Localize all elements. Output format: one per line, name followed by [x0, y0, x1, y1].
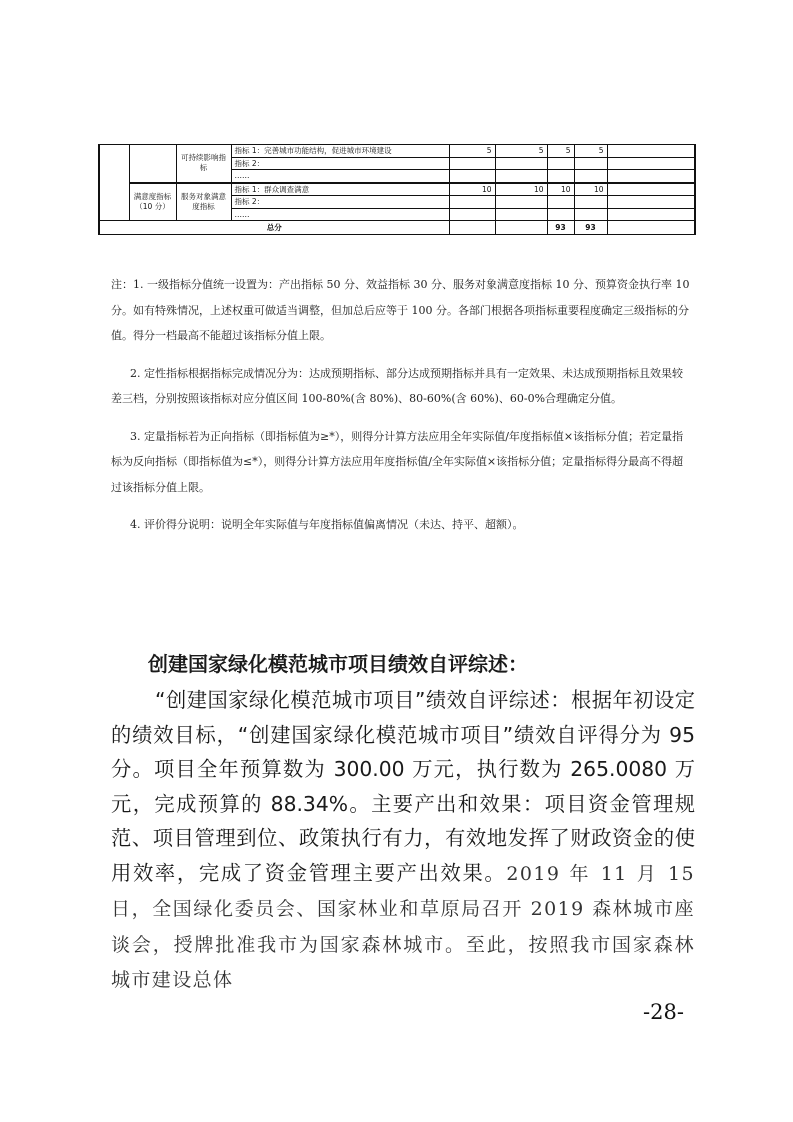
empty-cell	[607, 183, 695, 196]
value-cell	[547, 170, 574, 183]
value-cell	[495, 157, 547, 170]
empty-cell	[607, 170, 695, 183]
value-cell	[574, 196, 607, 209]
total-row	[99, 221, 695, 235]
value-cell	[574, 157, 607, 170]
table-row	[99, 145, 695, 158]
value-cell: 5	[449, 145, 495, 158]
note-2: 2. 定性指标根据指标完成情况分为：达成预期指标、部分达成预期指标并具有一定效果、未达成预期指标且效果较差三档，分别按照该指标对应分值区间 100-80%(含 80%)、80-60%(含 60%)、60-0%合理确定分值。	[111, 366, 683, 405]
note-1: 注：1. 一级指标分值统一设置为：产出指标 50 分、效益指标 30 分、服务对象满意度指标 10 分、预算资金执行率 10 分。如有特殊情况，上述权重可做适当调整，但加总后应等于 100 分。各部门根据各项指标重要程度确定三级指标的分值。得分一档最高不能超过该指标分值上限。	[111, 278, 690, 342]
indicator-cell: 指标 2：	[231, 157, 449, 170]
indicator-cell: ……	[231, 170, 449, 183]
value-cell	[449, 170, 495, 183]
empty-cell	[495, 221, 547, 235]
value-cell	[449, 157, 495, 170]
empty-cell	[607, 208, 695, 221]
indicator-cell: 指标 2：	[231, 196, 449, 209]
value-cell: 10	[495, 183, 547, 196]
value-cell	[495, 170, 547, 183]
table-row	[99, 183, 695, 196]
satisfaction-indicator-label: 满意度指标（10 分）	[129, 183, 176, 221]
value-cell	[495, 196, 547, 209]
indicator-cell: 指标 1：群众调查满意	[231, 183, 449, 196]
value-cell	[449, 208, 495, 221]
indicator-cell: ……	[231, 208, 449, 221]
body-paragraph	[111, 683, 695, 998]
value-cell	[495, 208, 547, 221]
empty-cell	[449, 221, 495, 235]
empty-cell	[129, 145, 176, 183]
empty-cell	[99, 145, 129, 221]
value-cell: 10	[547, 183, 574, 196]
value-cell: 5	[495, 145, 547, 158]
total-label: 总分	[99, 221, 449, 235]
page-number: -28-	[643, 1000, 684, 1024]
value-cell	[547, 208, 574, 221]
performance-table	[98, 144, 696, 235]
value-cell: 10	[574, 183, 607, 196]
value-cell	[574, 170, 607, 183]
note-4: 4. 评价得分说明：说明全年实际值与年度指标值偏离情况（未达、持平、超额）。	[130, 518, 524, 531]
value-cell	[574, 208, 607, 221]
body-serif-text: 2019 年 11 月 15 日，全国绿化委员会、国家林业和草原局召开 2019 森林城市座谈会，授牌批准我市为国家森林城市。至此，按照我市国家森林城市建设总体	[111, 862, 695, 991]
value-cell	[547, 196, 574, 209]
total-score: 93	[547, 221, 574, 235]
empty-cell	[607, 221, 695, 235]
service-satisfaction-label: 服务对象满意度指标	[176, 183, 231, 221]
empty-cell	[607, 157, 695, 170]
table-notes	[111, 272, 691, 550]
indicator-cell: 指标 1：完善城市功能结构，促进城市环境建设	[231, 145, 449, 158]
value-cell: 10	[449, 183, 495, 196]
value-cell	[547, 157, 574, 170]
value-cell	[449, 196, 495, 209]
sustainable-indicator-label: 可持续影响指标	[176, 145, 231, 183]
body-main-text: “创建国家绿化模范城市项目”绩效自评综述：根据年初设定的绩效目标，“创建国家绿化模范城市项目”绩效自评得分为 95 分。项目全年预算数为 300.00 万元，执行数为 265.0080 万元，完成预算的 88.34%。主要产出和效果：项目资金管理规范、项目管理到位、政策执行有力，有效地发挥了财政资金的使用效率，完成了资金管理主要产出效果。	[111, 688, 695, 885]
value-cell: 5	[574, 145, 607, 158]
section-heading: 创建国家绿化模范城市项目绩效自评综述：	[148, 652, 528, 676]
empty-cell	[607, 196, 695, 209]
value-cell: 5	[547, 145, 574, 158]
total-score: 93	[574, 221, 607, 235]
empty-cell	[607, 145, 695, 158]
note-3: 3. 定量指标若为正向指标（即指标值为≥*），则得分计算方法应用全年实际值/年度指标值×该指标分值；若定量指标为反向指标（即指标值为≤*），则得分计算方法应用年度指标值/全年实际值×该指标分值；定量指标得分最高不得超过该指标分值上限。	[111, 429, 684, 494]
